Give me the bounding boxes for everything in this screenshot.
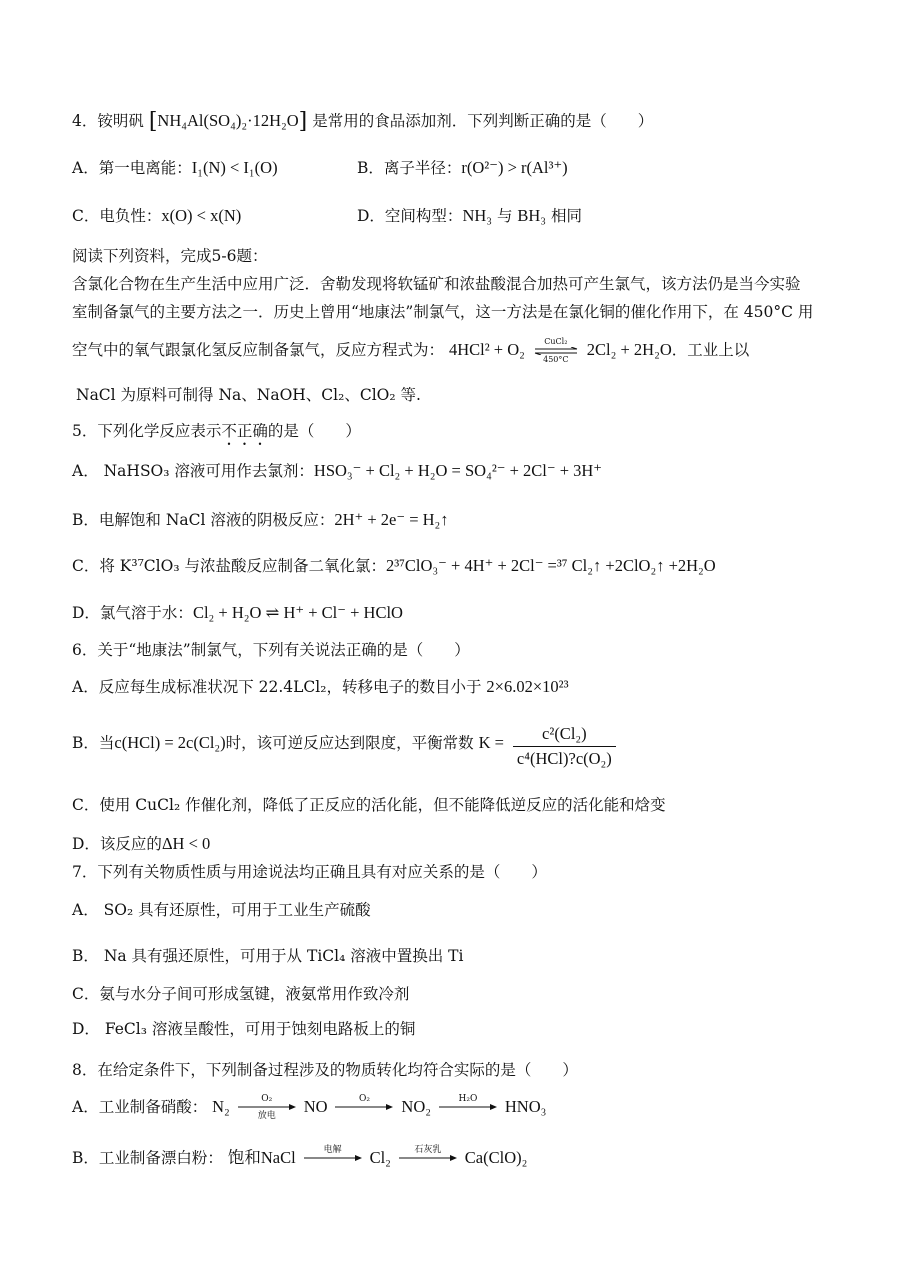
q5-stem xyxy=(72,421,361,449)
q4-a-label: A．第一电离能： xyxy=(72,159,192,177)
q4-stem-suffix: 是常用的食品添加剂．下列判断正确的是（ ） xyxy=(312,112,654,130)
q8-a-species-3: NO₂ xyxy=(401,1097,431,1116)
q7-stem: 7．下列有关物质性质与用途说法均正确且具有对应关系的是（ ） xyxy=(72,863,547,881)
q4-d-math1: NH₃ xyxy=(462,206,493,225)
arrow-condition-top: O₂ xyxy=(261,1094,273,1104)
reaction-arrow xyxy=(335,1094,393,1119)
q5-d-label: D．氯气溶于水： xyxy=(72,604,193,622)
equilibrium-constant-fraction xyxy=(513,724,616,769)
q5-option-d xyxy=(72,603,403,623)
q4-b-label: B．离子半径： xyxy=(357,159,462,177)
q6-a-text: A．反应每生成标准状况下 22.4LCl₂，转移电子的数目小于 xyxy=(72,678,487,696)
q8-option-b xyxy=(72,1145,528,1170)
q6-b-text1: B．当 xyxy=(72,734,115,752)
q6-b-k: K = xyxy=(478,733,504,752)
q5-d-math: Cl₂ + H₂O ⇌ H⁺ + Cl⁻ + HClO xyxy=(192,603,403,622)
reading-line-2: 室制备氯气的主要方法之一．历史上曾用“地康法”制氯气，这一方法是在氯化铜的催化作用下，在 450°C 用 xyxy=(72,303,814,321)
q6-option-d xyxy=(72,834,210,854)
q4-d-mid: 与 xyxy=(492,207,518,225)
q4-d-label: D．空间构型： xyxy=(357,207,463,225)
q4-option-b xyxy=(357,158,568,178)
q5-b-label: B．电解饱和 NaCl 溶液的阴极反应： xyxy=(72,511,335,529)
q4-d-math2: BH₃ xyxy=(517,206,547,225)
q4-stem-prefix: 4．铵明矾 xyxy=(72,112,144,130)
q6-option-a xyxy=(72,677,569,697)
q6-b-math1: c(HCl) = 2c(Cl₂) xyxy=(114,733,226,752)
arrow-condition-bottom: 放电 xyxy=(257,1111,276,1121)
q5-option-b xyxy=(72,510,449,530)
q5-option-a xyxy=(72,461,602,481)
q4-stem-formula: NH₄Al(SO₄)₂·12H₂O xyxy=(157,111,299,130)
q4-c-math: x(O) < x(N) xyxy=(161,206,242,225)
q8-stem: 8．在给定条件下，下列制备过程涉及的物质转化均符合实际的是（ ） xyxy=(72,1061,578,1079)
right-bracket: ] xyxy=(298,109,308,134)
q6-b-text2: 时，该可逆反应达到限度，平衡常数 xyxy=(225,734,474,752)
q8-a-label: A．工业制备硝酸： xyxy=(72,1098,208,1116)
q8-b-species-2: Cl₂ xyxy=(369,1148,391,1167)
fraction-numerator: c²(Cl₂) xyxy=(513,724,616,747)
left-bracket: [ xyxy=(148,109,158,134)
equilibrium-arrow-icon xyxy=(533,347,579,355)
q7-option-c: C．氨与水分子间可形成氢键，液氨常用作致冷剂 xyxy=(72,985,410,1003)
reading-intro: 阅读下列资料，完成5-6题： xyxy=(72,247,268,265)
reading-line-3-text: 空气中的氧气跟氯化氢反应制备氯气，反应方程式为： xyxy=(72,341,445,359)
reading-line-4: NaCl 为原料可制得 Na、NaOH、Cl₂、ClO₂ 等. xyxy=(76,386,421,404)
q4-b-math: r(O²⁻) > r(Al³⁺) xyxy=(461,158,568,177)
q5-a-label: A． NaHSO₃ 溶液可用作去氯剂： xyxy=(72,462,314,480)
reaction-arrow xyxy=(238,1094,296,1121)
equilibrium-arrow xyxy=(533,339,579,363)
q4-c-label: C．电负性： xyxy=(72,207,162,225)
q7-option-a: A． SO₂ 具有还原性，可用于工业生产硫酸 xyxy=(72,901,371,919)
q4-option-a xyxy=(72,158,278,178)
q4-option-d xyxy=(357,206,582,226)
arrow-condition-top: O₂ xyxy=(358,1094,370,1104)
q5-c-math: 2³⁷ClO₃⁻ + 4H⁺ + 2Cl⁻ =³⁷ Cl₂↑ +2ClO₂↑ +2H₂O xyxy=(385,556,716,575)
q8-a-species-2: NO xyxy=(303,1097,328,1116)
q5-c-label: C．将 K³⁷ClO₃ 与浓盐酸反应制备二氧化氯： xyxy=(72,557,386,575)
q7-option-d: D． FeCl₃ 溶液呈酸性，可用于蚀刻电路板上的铜 xyxy=(72,1020,416,1038)
reaction-right: 2Cl₂ + 2H₂O xyxy=(586,340,672,359)
q8-option-a xyxy=(72,1094,547,1121)
reaction-arrow xyxy=(439,1094,497,1119)
q6-option-b xyxy=(72,724,616,769)
q6-d-label: D．该反应的 xyxy=(72,835,162,853)
reaction-arrow xyxy=(304,1145,362,1170)
arrow-condition-top: 电解 xyxy=(323,1145,342,1155)
arrow-condition-top: H₂O xyxy=(458,1094,478,1104)
q5-option-c xyxy=(72,556,716,576)
right-arrow-icon xyxy=(304,1154,362,1162)
arrow-condition-top: 石灰乳 xyxy=(414,1145,442,1155)
reading-line-3-end: ．工业上以 xyxy=(671,341,750,359)
q5-stem-a: 5．下列化学反应表示 xyxy=(72,422,222,440)
reaction-left: 4HCl² + O₂ xyxy=(448,340,525,359)
q8-b-species-1: 饱和NaCl xyxy=(227,1148,296,1167)
q4-option-c xyxy=(72,206,241,226)
q6-d-math: ΔH < 0 xyxy=(161,834,211,853)
q4-a-math: I₁(N) < I₁(O) xyxy=(191,158,278,177)
q4-d-end: 相同 xyxy=(546,207,583,225)
reading-line-3 xyxy=(72,339,749,363)
q8-a-species-1: N₂ xyxy=(212,1097,230,1116)
temperature-label: 450°C xyxy=(543,355,569,364)
reading-line-1: 含氯化合物在生产生活中应用广泛．舍勒发现将软锰矿和浓盐酸混合加热可产生氯气，该方法仍是当今实验 xyxy=(72,275,801,293)
q5-stem-b: 的是（ ） xyxy=(267,422,361,440)
catalyst-label: CuCl₂ xyxy=(544,337,568,346)
q8-b-species-3: Ca(ClO)₂ xyxy=(464,1148,528,1167)
q7-option-b: B． Na 具有强还原性，可用于从 TiCl₄ 溶液中置换出 Ti xyxy=(72,947,464,965)
q8-a-species-4: HNO₃ xyxy=(504,1097,547,1116)
q5-a-math: HSO₃⁻ + Cl₂ + H₂O = SO₄²⁻ + 2Cl⁻ + 3H⁺ xyxy=(313,461,603,480)
q6-a-math: 2×6.02×10²³ xyxy=(486,677,569,696)
q5-stem-emphasis: 不正确 xyxy=(221,422,268,440)
fraction-denominator: c⁴(HCl)?c(O₂) xyxy=(516,749,612,768)
right-arrow-icon xyxy=(439,1103,497,1111)
right-arrow-icon xyxy=(238,1103,296,1111)
reaction-arrow xyxy=(399,1145,457,1170)
q4-stem xyxy=(72,111,653,132)
right-arrow-icon xyxy=(399,1154,457,1162)
right-arrow-icon xyxy=(335,1103,393,1111)
q5-b-math: 2H⁺ + 2e⁻ = H₂↑ xyxy=(334,510,449,529)
q6-option-c: C．使用 CuCl₂ 作催化剂，降低了正反应的活化能，但不能降低逆反应的活化能和焓变 xyxy=(72,796,666,814)
q8-b-label: B．工业制备漂白粉： xyxy=(72,1149,223,1167)
q6-stem: 6．关于“地康法”制氯气，下列有关说法正确的是（ ） xyxy=(72,641,470,659)
